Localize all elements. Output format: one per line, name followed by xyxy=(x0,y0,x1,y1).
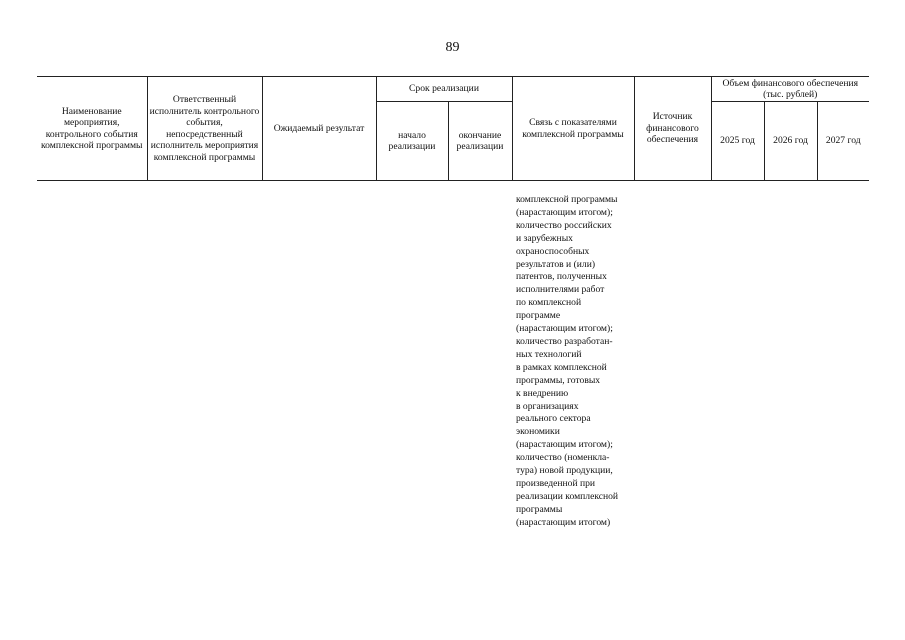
text-line: количество (номенкла- xyxy=(516,452,610,464)
header-expected-result: Ожидаемый результат xyxy=(262,77,376,181)
text-line: результатов и (или) xyxy=(516,258,596,270)
header-year-2026: 2026 год xyxy=(764,102,817,181)
header-link: Связь с показателями комплексной программы xyxy=(512,77,634,181)
header-period: Срок реализации xyxy=(376,77,512,102)
text-line: реального сектора xyxy=(516,413,591,425)
text-line: по комплексной xyxy=(516,297,582,309)
text-line: экономики xyxy=(516,426,560,438)
header-responsible: Ответственный исполнитель контрольного события, непосредственный исполнитель мероприятия комплексной программы xyxy=(147,77,262,181)
header-year-2025: 2025 год xyxy=(711,102,764,181)
text-line: тура) новой продукции, xyxy=(516,465,613,477)
text-line: (нарастающим итогом); xyxy=(516,439,613,451)
text-line: комплексной программы xyxy=(516,194,618,205)
header-period-end: окончание реализации xyxy=(448,102,512,181)
table-header xyxy=(37,76,869,181)
header-name: Наименование мероприятия, контрольного события комплексной программы xyxy=(37,77,147,181)
text-line: в рамках комплексной xyxy=(516,361,607,373)
text-line: охраноспособных xyxy=(516,245,590,257)
page-number: 89 xyxy=(445,40,460,55)
text-line: программы, готовых xyxy=(516,374,601,386)
text-line: программы xyxy=(516,503,563,515)
header-period-start: начало реализации xyxy=(376,102,448,181)
text-line: (нарастающим итогом) xyxy=(516,516,611,528)
text-line: произведенной при xyxy=(516,477,596,489)
header-source: Источник финансового обеспечения xyxy=(634,77,711,181)
text-line: программе xyxy=(516,310,561,322)
text-line: исполнителями работ xyxy=(516,284,605,296)
text-line: и зарубежных xyxy=(516,232,573,244)
text-line: (нарастающим итогом); xyxy=(516,206,613,218)
text-line: реализации комплексной xyxy=(516,490,619,502)
text-line: количество российских xyxy=(516,219,612,231)
text-line: количество разработан- xyxy=(516,335,613,347)
text-line: к внедрению xyxy=(516,387,569,399)
header-funding: Объем финансового обеспечения (тыс. рублей) xyxy=(711,77,869,102)
text-line: (нарастающим итогом); xyxy=(516,323,613,335)
header-year-2027: 2027 год xyxy=(817,102,869,181)
text-line: ных технологий xyxy=(516,348,582,360)
indicator-link-text xyxy=(516,194,641,530)
text-line: патентов, полученных xyxy=(516,271,607,283)
text-line: в организациях xyxy=(516,400,579,412)
